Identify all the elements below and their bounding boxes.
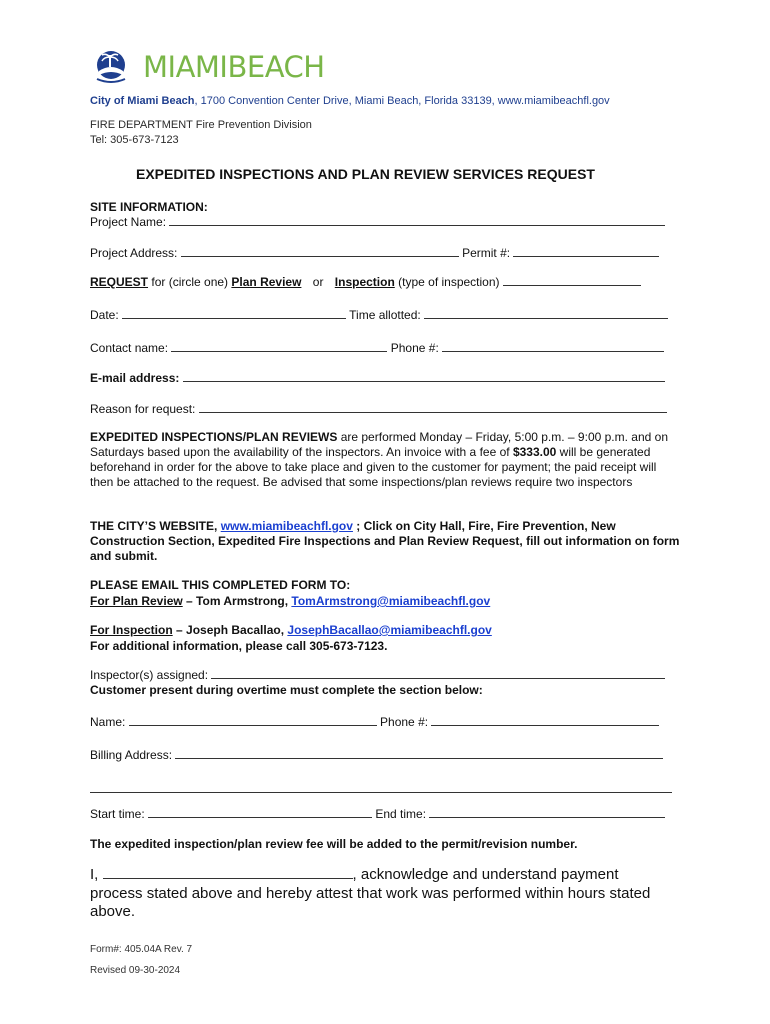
inspection-option[interactable]: Inspection [334,275,395,289]
ack-line-3: above. [90,903,136,920]
form-title: EXPEDITED INSPECTIONS AND PLAN REVIEW SERVICES REQUEST [136,166,595,182]
expedited-info-paragraph [90,430,680,490]
for-plan-review-label: For Plan Review [90,594,183,608]
customer-name-row [90,715,659,729]
or-label: or [312,275,324,289]
phone-label: Phone #: [390,341,439,355]
plan-review-option[interactable]: Plan Review [231,275,302,289]
project-name-row [90,215,665,229]
fee-amount: $333.00 [512,445,557,459]
time-allotted-label: Time allotted: [349,308,421,322]
palm-seal-icon [93,49,129,85]
start-time-label: Start time: [90,807,145,821]
ack-line-1 [90,866,619,883]
plan-review-contact: – Tom Armstrong, [182,594,292,608]
plan-review-email-link[interactable]: TomArmstrong@miamibeachfl.gov [291,594,491,608]
ack-i: I, [90,866,99,883]
department-tel: Tel: 305-673-7123 [90,134,179,146]
department-label: FIRE DEPARTMENT Fire Prevention Division [90,119,312,131]
inspection-contact-row [90,623,492,637]
form-number: Form#: 405.04A Rev. 7 [90,944,193,955]
ack-rest: , acknowledge and understand payment [352,866,619,883]
project-name-label: Project Name: [90,215,167,229]
revised-date: Revised 09-30-2024 [90,965,181,976]
plan-review-contact-row [90,594,490,608]
website-paragraph [90,519,680,564]
name-label: Name: [90,715,126,729]
request-label: REQUEST [90,275,149,289]
project-address-row [90,246,659,260]
inspection-contact: – Joseph Bacallao, [172,623,288,637]
project-address-field[interactable] [181,246,459,257]
expedited-text-1: are performed Monday – Friday, 5:00 p.m. – 9:00 p.m. and on Saturdays based upon the availability of the inspectors. An invoice with a fee of [90,430,668,459]
city-address: , 1700 Convention Center Drive, Miami Beach, Florida 33139, www.miamibeachfl.gov [194,95,610,107]
billing-address-field[interactable] [175,748,663,759]
site-info-heading: SITE INFORMATION: [90,200,208,214]
permit-field[interactable] [513,246,659,257]
reason-row [90,402,667,416]
customer-present-note: Customer present during overtime must complete the section below: [90,683,483,697]
email-field[interactable] [183,371,665,382]
time-row [90,807,665,821]
logo-text-miami: MIAMI [143,50,228,84]
contact-name-label: Contact name: [90,341,169,355]
circle-one-label: for (circle one) [151,275,229,289]
project-name-field[interactable] [169,215,665,226]
city-address-line [90,95,610,107]
type-of-inspection-label: (type of inspection) [398,275,500,289]
date-label: Date: [90,308,119,322]
billing-address-label: Billing Address: [90,748,173,762]
fee-note: The expedited inspection/plan review fee will be added to the permit/revision number. [90,837,578,851]
billing-address-line-2[interactable] [90,780,672,798]
contact-row [90,341,664,355]
date-field[interactable] [122,308,346,319]
additional-info: For additional information, please call 305-673-7123. [90,639,388,653]
end-time-label: End time: [375,807,427,821]
ack-line-2: process stated above and hereby attest that work was performed within hours stated [90,885,651,902]
website-instructions: ; Click on City Hall, Fire, Fire Prevention, New Construction Section, Expedited Fire Inspections and Plan Review Request, fill out information on form and submit. [90,519,680,563]
email-label: E-mail address: [90,371,180,385]
end-time-field[interactable] [429,807,665,818]
inspectors-assigned-label: Inspector(s) assigned: [90,668,209,682]
type-of-inspection-field[interactable] [503,275,641,286]
start-time-field[interactable] [148,807,372,818]
request-row [90,275,641,289]
website-link[interactable]: www.miamibeachfl.gov [220,519,353,533]
inspection-email-link[interactable]: JosephBacallao@miamibeachfl.gov [287,623,492,637]
contact-name-field[interactable] [171,341,387,352]
billing-row [90,748,663,762]
expedited-text-2: will be generated beforehand in order for the above to take place and given to the customer for payment; the paid receipt will then be attached to the request. Be advised that some inspections/plan reviews require two inspectors [90,445,657,489]
project-address-label: Project Address: [90,246,178,260]
website-intro: THE CITY’S WEBSITE, [90,519,221,533]
email-to-heading: PLEASE EMAIL THIS COMPLETED FORM TO: [90,578,351,592]
city-logo [93,48,333,88]
reason-field[interactable] [199,402,667,413]
email-row [90,371,665,385]
inspectors-assigned-field[interactable] [211,668,665,679]
time-allotted-field[interactable] [424,308,668,319]
ack-name-field[interactable] [103,866,353,879]
permit-label: Permit #: [462,246,511,260]
city-name: City of Miami Beach [90,95,195,107]
logo-text-beach: BEACH [227,50,325,84]
expedited-heading: EXPEDITED INSPECTIONS/PLAN REVIEWS [90,430,338,444]
inspectors-row [90,668,665,682]
name-field[interactable] [129,715,377,726]
reason-label: Reason for request: [90,402,196,416]
for-inspection-label: For Inspection [90,623,173,637]
phone2-field[interactable] [431,715,659,726]
phone2-label: Phone #: [380,715,429,729]
date-row [90,308,668,322]
phone-field[interactable] [442,341,664,352]
